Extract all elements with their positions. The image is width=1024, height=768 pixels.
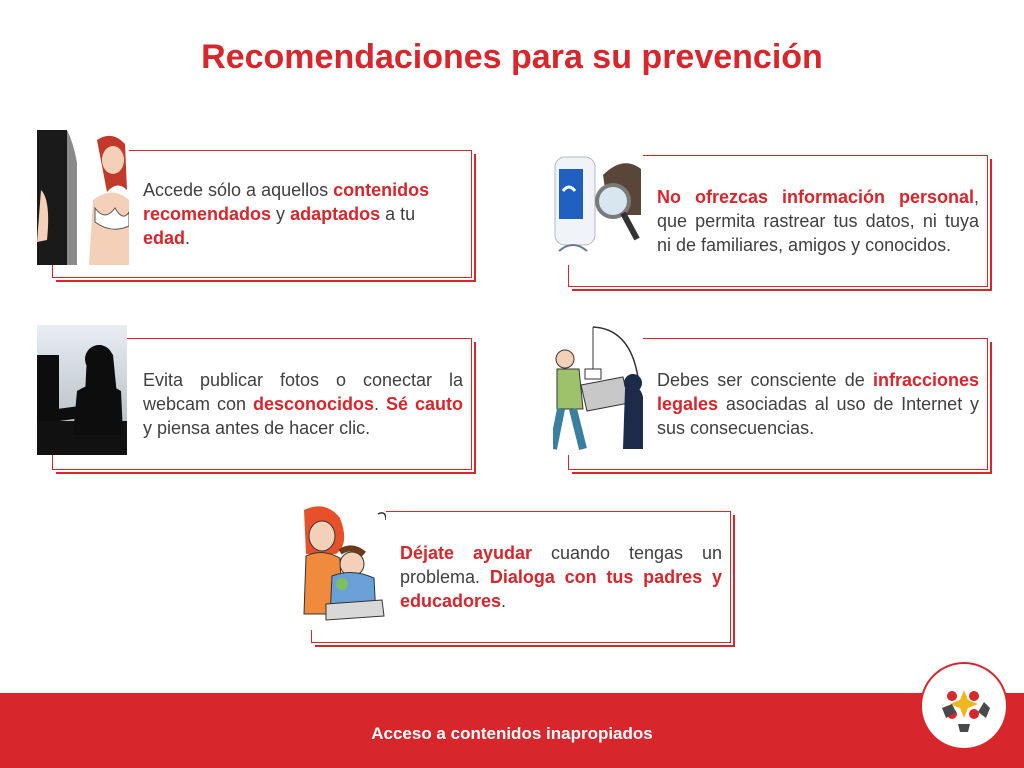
body-text: asociadas al uso de Internet y sus consecuencias. bbox=[657, 394, 979, 438]
body-text: . bbox=[501, 591, 507, 611]
highlighted-text: No ofrezcas información personal bbox=[657, 187, 974, 207]
highlighted-text: contenidos recomendados bbox=[143, 180, 430, 224]
body-text: y piensa antes de hacer clic. bbox=[143, 418, 371, 438]
tip-text bbox=[143, 178, 463, 250]
body-text: a tu bbox=[380, 204, 416, 224]
body-text: , que permita rastrear tus datos, ni tuya ni de familiares, amigos y conocidos. bbox=[657, 187, 979, 255]
highlighted-text: infracciones legales bbox=[657, 370, 979, 414]
tip-text bbox=[400, 541, 722, 613]
highlighted-text: adaptados bbox=[290, 204, 381, 224]
tip-text bbox=[657, 368, 979, 440]
body-text: . bbox=[374, 394, 386, 414]
footer-title: Acceso a contenidos inapropiados bbox=[371, 724, 653, 743]
highlighted-text: Déjate ayudar bbox=[400, 543, 533, 563]
highlighted-text: edad bbox=[143, 228, 186, 248]
cibercooperantes-logo bbox=[920, 662, 1008, 750]
highlighted-text: Sé cauto bbox=[385, 394, 463, 414]
highlighted-text: desconocidos bbox=[252, 394, 375, 414]
body-text: Accede sólo a aquellos bbox=[143, 180, 334, 200]
cibercooperantes-logo-icon bbox=[922, 664, 1006, 748]
tip-text bbox=[143, 368, 463, 440]
parent-helping-child-illustration bbox=[296, 504, 386, 630]
body-text: y bbox=[271, 204, 291, 224]
hacker-fishing-data-illustration bbox=[553, 325, 643, 455]
page-title: Recomendaciones para su prevención bbox=[201, 38, 823, 76]
body-text: Debes ser consciente de bbox=[657, 370, 873, 390]
tip-text bbox=[657, 185, 979, 257]
body-text: Evita publicar fotos o conectar la webcam con bbox=[143, 370, 463, 414]
highlighted-text: Dialoga con tus padres y educadores bbox=[400, 567, 722, 611]
body-text: . bbox=[185, 228, 191, 248]
computer-magnifying-glass-spy-illustration bbox=[553, 155, 643, 265]
body-text: cuando tengas un problema. bbox=[400, 543, 722, 587]
person-at-computer-silhouette bbox=[37, 325, 127, 455]
woman-with-child-illustration bbox=[37, 130, 129, 265]
